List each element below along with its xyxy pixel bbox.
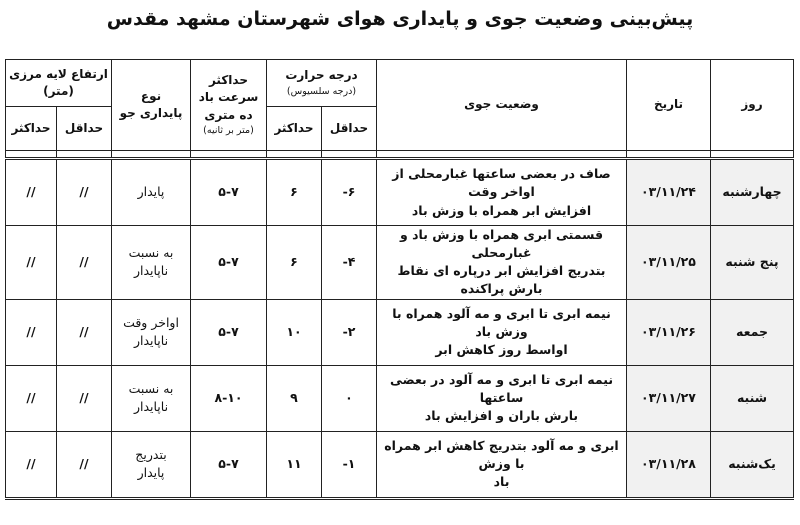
weather-cell — [377, 365, 627, 431]
table-row — [6, 299, 794, 365]
mix-max-cell: // — [6, 299, 57, 365]
header-wind-line2: سرعت باد — [198, 90, 259, 105]
stability-cell — [112, 226, 191, 300]
header-temp-max: حداکثر — [267, 107, 322, 151]
header-stability-line2: پایداری جو — [119, 106, 183, 120]
date-cell: ۰۳/۱۱/۲۸ — [627, 431, 711, 498]
weather-line-2: باد — [493, 474, 510, 490]
day-cell: چهارشنبه — [711, 159, 794, 226]
weather-cell — [377, 159, 627, 226]
stability-line-1: پایدار — [137, 184, 165, 200]
stability-cell — [112, 365, 191, 431]
header-day: روز — [711, 60, 794, 151]
weather-line-1: نیمه ابری تا ابری و مه آلود همراه با وزش باد — [392, 305, 611, 339]
mix-min-cell: // — [57, 299, 112, 365]
weather-line-1: نیمه ابری تا ابری و مه آلود در بعضی ساعتها — [389, 371, 614, 405]
stability-cell — [112, 431, 191, 498]
stability-line-2: ناپایدار — [133, 333, 169, 348]
weather-cell — [377, 431, 627, 498]
temp-min-cell: -۱ — [322, 431, 377, 498]
header-wind — [191, 60, 267, 151]
mix-min-cell: // — [57, 365, 112, 431]
date-cell: ۰۳/۱۱/۲۴ — [627, 159, 711, 226]
table-row — [6, 226, 794, 300]
weather-line-2: افزایش ابر همراه با وزش باد — [411, 202, 592, 218]
header-mix-min: حداقل — [57, 107, 112, 151]
stability-line-2: ناپایدار — [133, 399, 169, 414]
mix-min-cell: // — [57, 431, 112, 498]
weather-cell — [377, 226, 627, 300]
weather-cell — [377, 299, 627, 365]
stability-line-1: به نسبت — [128, 380, 174, 396]
header-stability-line1: نوع — [140, 88, 162, 103]
day-cell: جمعه — [711, 299, 794, 365]
mix-max-cell: // — [6, 431, 57, 498]
mix-min-cell: // — [57, 159, 112, 226]
weather-line-2: اواسط روز کاهش ابر — [435, 342, 568, 358]
mix-min-cell: // — [57, 226, 112, 300]
header-temperature-unit: (درجه سلسیوس) — [286, 85, 357, 97]
temp-max-cell: ۱۰ — [267, 299, 322, 365]
table-row — [6, 365, 794, 431]
header-mixing-unit: (متر) — [43, 84, 74, 98]
wind-cell: ۸-۱۰ — [191, 365, 267, 431]
date-cell: ۰۳/۱۱/۲۷ — [627, 365, 711, 431]
wind-cell: ۵-۷ — [191, 299, 267, 365]
temp-max-cell: ۹ — [267, 365, 322, 431]
header-mixing-height — [6, 60, 112, 107]
stability-line-1: بتدریج — [135, 446, 167, 462]
date-cell: ۰۳/۱۱/۲۶ — [627, 299, 711, 365]
header-temperature-label: درجه حرارت — [285, 68, 358, 83]
header-weather: وضعیت جوی — [377, 60, 627, 151]
header-temperature — [267, 60, 377, 107]
header-mix-max: حداکثر — [6, 107, 57, 151]
header-wind-unit: (متر بر ثانیه) — [203, 125, 254, 137]
wind-cell: ۵-۷ — [191, 431, 267, 498]
weather-line-1: ابری و مه آلود بتدریج کاهش ابر همراه با وزش — [384, 437, 619, 471]
stability-line-2: ناپایدار — [133, 263, 169, 279]
temp-max-cell: ۱۱ — [267, 431, 322, 498]
page-title: پیش‌بینی وضعیت جوی و پایداری هوای شهرستان مشهد مقدس — [106, 8, 694, 30]
stability-cell — [112, 159, 191, 226]
header-date: تاریخ — [627, 60, 711, 151]
temp-min-cell: -۶ — [322, 159, 377, 226]
stability-cell — [112, 299, 191, 365]
forecast-table — [5, 59, 794, 500]
mix-max-cell: // — [6, 226, 57, 300]
table-row — [6, 159, 794, 226]
wind-cell: ۵-۷ — [191, 226, 267, 300]
table-row — [6, 431, 794, 498]
temp-min-cell: ۰ — [322, 365, 377, 431]
temp-max-cell: ۶ — [267, 159, 322, 226]
weather-line-2: بارش باران و افزایش باد — [424, 408, 579, 424]
date-cell: ۰۳/۱۱/۲۵ — [627, 226, 711, 300]
day-cell: پنج شنبه — [711, 226, 794, 300]
header-stability — [112, 60, 191, 151]
weather-line-1: قسمتی ابری همراه با وزش باد و غبارمحلی — [399, 227, 603, 261]
temp-max-cell: ۶ — [267, 226, 322, 300]
header-wind-line1: حداکثر — [208, 73, 249, 88]
wind-cell: ۵-۷ — [191, 159, 267, 226]
temp-min-cell: -۴ — [322, 226, 377, 300]
header-temp-min: حداقل — [322, 107, 377, 151]
weather-line-1: صاف در بعضی ساعتها غبارمحلی از اواخر وقت — [392, 166, 611, 200]
stability-line-2: پایدار — [137, 465, 165, 480]
mix-max-cell: // — [6, 159, 57, 226]
mix-max-cell: // — [6, 365, 57, 431]
header-mixing-label: ارتفاع لایه مرزی — [9, 66, 108, 81]
weather-line-2: بتدریج افزایش ابر درپاره ای نقاط بارش پراکنده — [397, 263, 606, 297]
header-row-1 — [6, 60, 794, 107]
header-separator — [6, 151, 794, 159]
temp-min-cell: -۲ — [322, 299, 377, 365]
day-cell: یک‌شنبه — [711, 431, 794, 498]
stability-line-1: به نسبت — [128, 245, 174, 261]
day-cell: شنبه — [711, 365, 794, 431]
header-wind-line3: ده متری — [204, 107, 253, 122]
stability-line-1: اواخر وقت — [123, 314, 179, 330]
